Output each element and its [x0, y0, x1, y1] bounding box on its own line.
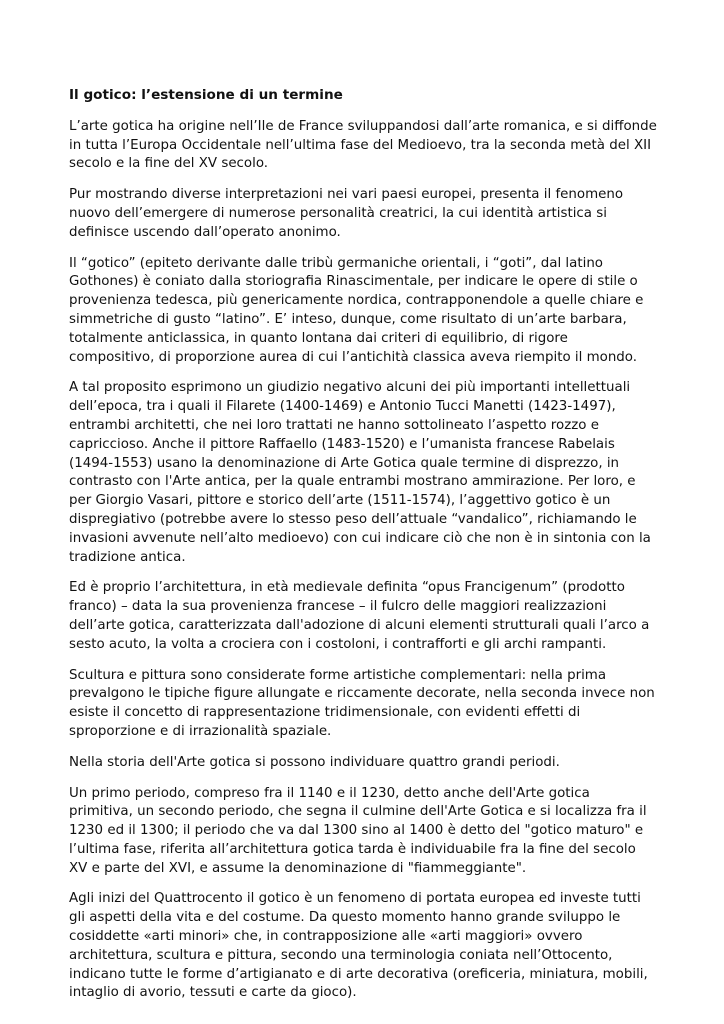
document-title: Il gotico: l’estensione di un termine [69, 87, 343, 103]
paragraph-origin: L’arte gotica ha origine nell’Ile de France sviluppandosi dall’arte romanica, e si diffonde in tutta l’Europa Occidentale nell’ultima fase del Medioevo, tra la seconda metà del XII secolo e la fine del XV secolo. [69, 118, 657, 172]
paragraph-period-dates: Un primo periodo, compreso fra il 1140 e il 1230, detto anche dell'Arte gotica primitiva, un secondo periodo, che segna il culmine dell'Arte Gotica e si localizza fra il 1230 ed il 1300; il periodo che va dal 1300 sino al 1400 è detto del "gotico maturo" e l’ultima fase, riferita all’architettura gotica tarda è individuabile fra la fine del secolo XV e parte del XVI, e assume la denominazione di "fiammeggiante". [69, 785, 647, 876]
paragraph-architecture: Ed è proprio l’architettura, in età medievale definita “opus Francigenum” (prodotto franco) – data la sua provenienza francese – il fulcro delle maggiori realizzazioni dell’arte gotica, caratterizzata dall'adozione di alcuni elementi strutturali quali l’arco a sesto acuto, la volta a crociera con i costoloni, i contrafforti e gli archi rampanti. [69, 580, 650, 652]
paragraph-sculpture-painting: Scultura e pittura sono considerate forme artistiche complementari: nella prima prevalgono le tipiche figure allungate e riccamente decorate, nella seconda invece non esiste il concetto di rappresentazione tridimensionale, con evidenti effetti di sproporzione e di irrazionalità spaziale. [69, 667, 655, 739]
paragraph-negative-judgement: A tal proposito esprimono un giudizio negativo alcuni dei più importanti intellettuali dell’epoca, tra i quali il Filarete (1400-1469) e Antonio Tucci Manetti (1423-1497), entrambi architetti, che nei loro trattati ne hanno sottolineato l’aspetto rozzo e capriccioso. Anche il pittore Raffaello (1483-1520) e l’umanista francese Rabelais (1494-1553) usano la denominazione di Arte Gotica quale termine di disprezzo, in contrasto con l'Arte antica, per la quale entrambi mostrano ammirazione. Per loro, e per Giorgio Vasari, pittore e storico dell’arte (1511-1574), l’aggettivo gotico è un dispregiativo (potrebbe avere lo stesso peso dell’attuale “vandalico”, richiamando le invasioni avvenute nell’alto medioevo) con cui indicare ciò che non è in sintonia con la tradizione antica. [69, 380, 651, 565]
paragraph-four-periods: Nella storia dell'Arte gotica si possono individuare quattro grandi periodi. [69, 754, 560, 770]
paragraph-minor-arts: Agli inizi del Quattrocento il gotico è un fenomeno di portata europea ed investe tutti gli aspetti della vita e del costume. Da questo momento hanno grande sviluppo le cosiddette «arti minori» che, in contrapposizione alle «arti maggiori» ovvero architettura, scultura e pittura, secondo una terminologia coniata nell’Ottocento, indicano tutte le forme d’artigianato e di arte decorativa (oreficeria, miniatura, mobili, intaglio di avorio, tessuti e carte da gioco). [69, 891, 648, 1001]
paragraph-term-gotico: Il “gotico” (epiteto derivante dalle tribù germaniche orientali, i “goti”, dal latino Gothones) è coniato dalla storiografia Rinascimentale, per indicare le opere di stile o provenienza tedesca, più genericamente nordica, contrapponendole a quelle chiare e simmetriche di gusto “latino”. E’ inteso, dunque, come risultato di un’arte barbara, totalmente anticlassica, in quanto lontana dai criteri di equilibrio, di rigore compositivo, di proporzione aurea di cui l’antichità classica aveva riempito il mondo. [69, 255, 644, 365]
paragraph-personalities: Pur mostrando diverse interpretazioni nei vari paesi europei, presenta il fenomeno nuovo dell’emergere di numerose personalità creatrici, la cui identità artistica si definisce uscendo dall’operato anonimo. [69, 187, 624, 240]
document-page [69, 86, 657, 1015]
